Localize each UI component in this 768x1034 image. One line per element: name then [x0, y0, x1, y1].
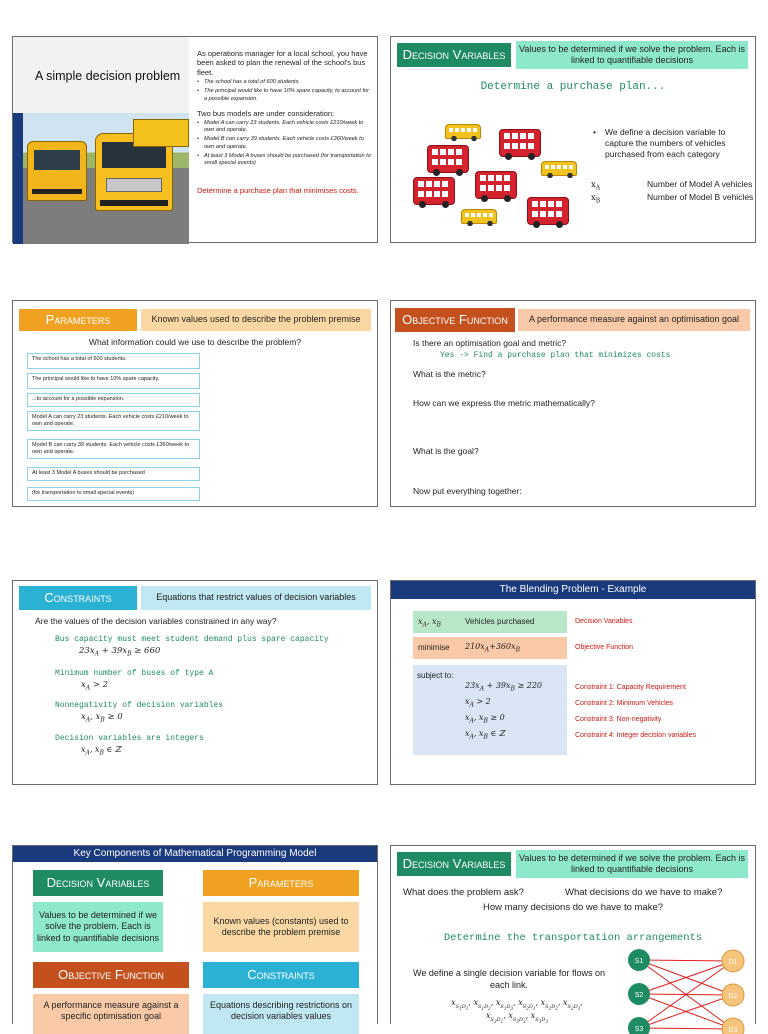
school-bus-photo [13, 113, 189, 244]
slide-constraints [12, 580, 378, 785]
constraint-3-eq: $x_A$, $x_B \ge 0$ [81, 712, 123, 724]
slide-decision-variables [390, 36, 756, 243]
vars-row [413, 611, 567, 633]
objective-q5: Now put everything together: [413, 486, 522, 496]
bus-illustration [409, 121, 584, 231]
vars-tag: Decision Variables [575, 618, 633, 625]
component-c-desc: Equations describing restrictions on decision variables values [203, 994, 359, 1034]
objective-expression: $210x_A+360x_B$ [465, 642, 521, 654]
vars-desc: Vehicles purchased [465, 617, 535, 626]
source-node-label: S1 [634, 958, 644, 965]
parameters-question: What information could we use to describe the problem? [88, 337, 302, 347]
network-link [639, 961, 733, 994]
source-node-label: S2 [634, 992, 644, 999]
facts-list [197, 79, 373, 103]
intro-text: As operations manager for a local school, you have been asked to plan the renewal of the school's bus fleet. [197, 49, 368, 77]
blending-title: The Blending Problem - Example [391, 581, 755, 599]
title-panel [13, 37, 189, 113]
bus-back [27, 141, 87, 201]
objective-row [413, 637, 567, 659]
slide-objective-function [390, 300, 756, 507]
component-dv-tag: Decision Variables [33, 870, 163, 896]
parameter-item: Model B can carry 39 students. Each vehicle costs £360/week to own and operate. [27, 439, 200, 459]
constraint-2-label: Minimum number of buses of type A [55, 669, 214, 678]
constraint-1-eq: $23x_A + 39x_B \ge 660$ [79, 646, 161, 658]
objective-q1: Is there an optimisation goal and metric? [413, 338, 567, 348]
model-item: • Model B can carry 39 students. Each vehicle costs £360/week to own and operate. [197, 136, 364, 150]
constraint-4-eq: $x_A$, $x_B$ ∈ ℤ [81, 745, 121, 757]
parameter-item: ...to account for a possible expansion. [27, 393, 200, 407]
red-bus-icon [527, 197, 569, 225]
slide-key-components [12, 845, 378, 1024]
model-item: • Model A can carry 23 students. Each vehicle costs £210/week to own and operate. [197, 119, 364, 134]
destination-node-label: D3 [728, 1027, 738, 1034]
parameter-item: (for transportation to small special events) [27, 487, 200, 501]
slide-problem [12, 36, 378, 243]
dv-headline: Determine a purchase plan... [480, 81, 666, 93]
var-b-symbol: $x_B$ [591, 193, 601, 205]
dv-tag: Decision Variables [397, 43, 511, 67]
objective-q4: What is the goal? [413, 446, 479, 456]
objective-q3: How can we express the metric mathematically? [413, 398, 595, 408]
component-p-desc: Known values (constants) used to describe the problem premise [203, 902, 359, 952]
transport-q3: How many decisions do we have to make? [482, 902, 664, 913]
constraint-tag: Constraint 2: Minimum Vehicles [575, 700, 674, 707]
transport-network [625, 950, 757, 1034]
constraint-1-label: Bus capacity must meet student demand plus spare capacity [55, 635, 329, 644]
var-b-row [591, 192, 754, 205]
var-a-label: Number of Model A vehicles [647, 179, 753, 189]
slide-transportation-variables [390, 845, 756, 1034]
constraint-eq: $x_A > 2$ [465, 697, 491, 709]
component-of-desc: A performance measure against a specific optimisation goal [33, 994, 189, 1034]
yellow-bus-icon [461, 209, 497, 224]
red-bus-icon [475, 171, 517, 199]
model-item: • At least 3 Model A buses should be purchased (for transportation to small special events) [197, 152, 371, 167]
bus-side [133, 119, 189, 147]
constraint-2-eq: $x_A > 2$ [81, 680, 109, 692]
vars-symbols: $x_A$, $x_B$ [418, 617, 441, 629]
network-link [639, 1028, 733, 1029]
destination-node-label: D1 [728, 959, 738, 966]
parameter-item: Model A can carry 23 students. Each vehicle costs £210/week to own and operate. [27, 411, 200, 431]
dv-bullet: • We define a decision variable to capture the numbers of vehicles purchased from each category [593, 127, 726, 160]
parameter-item: At least 3 Model A buses should be purchased [27, 467, 200, 481]
constraint-eq: $x_A$, $x_B$ ∈ ℤ [465, 729, 505, 741]
constraints-question: Are the values of the decision variables constrained in any way? [35, 616, 277, 626]
red-bus-icon [499, 129, 541, 157]
component-p-tag: Parameters [203, 870, 359, 896]
fact-item: • The principal would like to have 10% spare capacity, to account for a possible expansion. [197, 88, 370, 102]
parameters-tag: Parameters [19, 309, 137, 331]
objective-a1: Yes -> Find a purchase plan that minimizes costs [440, 351, 671, 360]
var-a-symbol: $x_A$ [591, 180, 601, 192]
transport-headline: Determine the transportation arrangements [443, 932, 703, 944]
red-bus-icon [427, 145, 469, 173]
models-list [197, 120, 373, 168]
transport-q1: What does the problem ask? [403, 887, 524, 898]
slide-parameters [12, 300, 378, 507]
problem-text [197, 49, 373, 195]
component-dv-desc: Values to be determined if we solve the problem. Each is linked to quantifiable decisions [33, 902, 163, 952]
destination-node-label: D2 [728, 993, 738, 1000]
dv-desc: Values to be determined if we solve the problem. Each is linked to quantifiable decisions [516, 41, 748, 69]
component-of-tag: Objective Function [33, 962, 189, 988]
component-c-tag: Constraints [203, 962, 359, 988]
task-text: Determine a purchase plan that minimises costs. [197, 185, 359, 195]
constraints-block [413, 665, 567, 755]
network-link [639, 995, 733, 1028]
parameters-desc: Known values used to describe the problem premise [141, 309, 371, 331]
network-link [639, 960, 733, 961]
slide-blending-example [390, 580, 756, 785]
fact-item: • The school has a total of 600 students. [197, 79, 301, 86]
red-bus-icon [413, 177, 455, 205]
models-heading: Two bus models are under consideration: [197, 108, 335, 118]
constraint-3-label: Nonnegativity of decision variables [55, 701, 224, 710]
constraint-4-label: Decision variables are integers [55, 734, 204, 743]
dv-tag: Decision Variables [397, 852, 511, 876]
subject-to-label: subject to: [417, 671, 454, 680]
parameter-item: The school has a total of 600 students. [27, 353, 200, 369]
objective-tag: Objective Function [575, 644, 633, 651]
transport-text: We define a single decision variable for flows on each link. [413, 968, 605, 990]
var-a-row [591, 179, 753, 192]
minimise-word: minimise [418, 643, 450, 652]
dv-desc: Values to be determined if we solve the problem. Each is linked to quantifiable decisions [516, 850, 748, 878]
yellow-bus-icon [541, 161, 577, 176]
constraints-desc: Equations that restrict values of decision variables [141, 586, 371, 610]
constraint-tag: Constraint 1: Capacity Requirement [575, 684, 686, 691]
objective-desc: A performance measure against an optimisation goal [518, 309, 750, 331]
var-b-label: Number of Model B vehicles [647, 192, 754, 202]
constraint-tag: Constraint 4: Integer decision variables [575, 732, 697, 739]
navy-accent-bar [13, 113, 23, 244]
constraint-tag: Constraint 3: Non-negativity [575, 716, 662, 723]
slide-title: A simple decision problem [35, 69, 181, 83]
yellow-bus-icon [445, 124, 481, 139]
transport-vars: $x_{S_1D_1}$, $x_{S_1D_2}$, $x_{S_1D_3}$, $x_{S_2D_1}$, $x_{S_2D_2}$, $x_{S_2D_3}$, $x_{S_3D_1}$, $x_{S_3D_2}$, $x_{S_3D_3}$ [451, 998, 583, 1024]
constraint-eq: $x_A$, $x_B \ge 0$ [465, 713, 505, 725]
source-node-label: S3 [634, 1026, 644, 1033]
constraints-tag: Constraints [19, 586, 137, 610]
parameter-item: The principal would like to have 10% spare capacity, [27, 373, 200, 389]
objective-q2: What is the metric? [413, 369, 486, 379]
transport-q2: What decisions do we have to make? [565, 887, 723, 898]
objective-tag: Objective Function [395, 308, 515, 332]
constraint-eq: $23x_A + 39x_B \ge 220$ [465, 681, 543, 693]
components-title: Key Components of Mathematical Programming Model [13, 846, 377, 862]
